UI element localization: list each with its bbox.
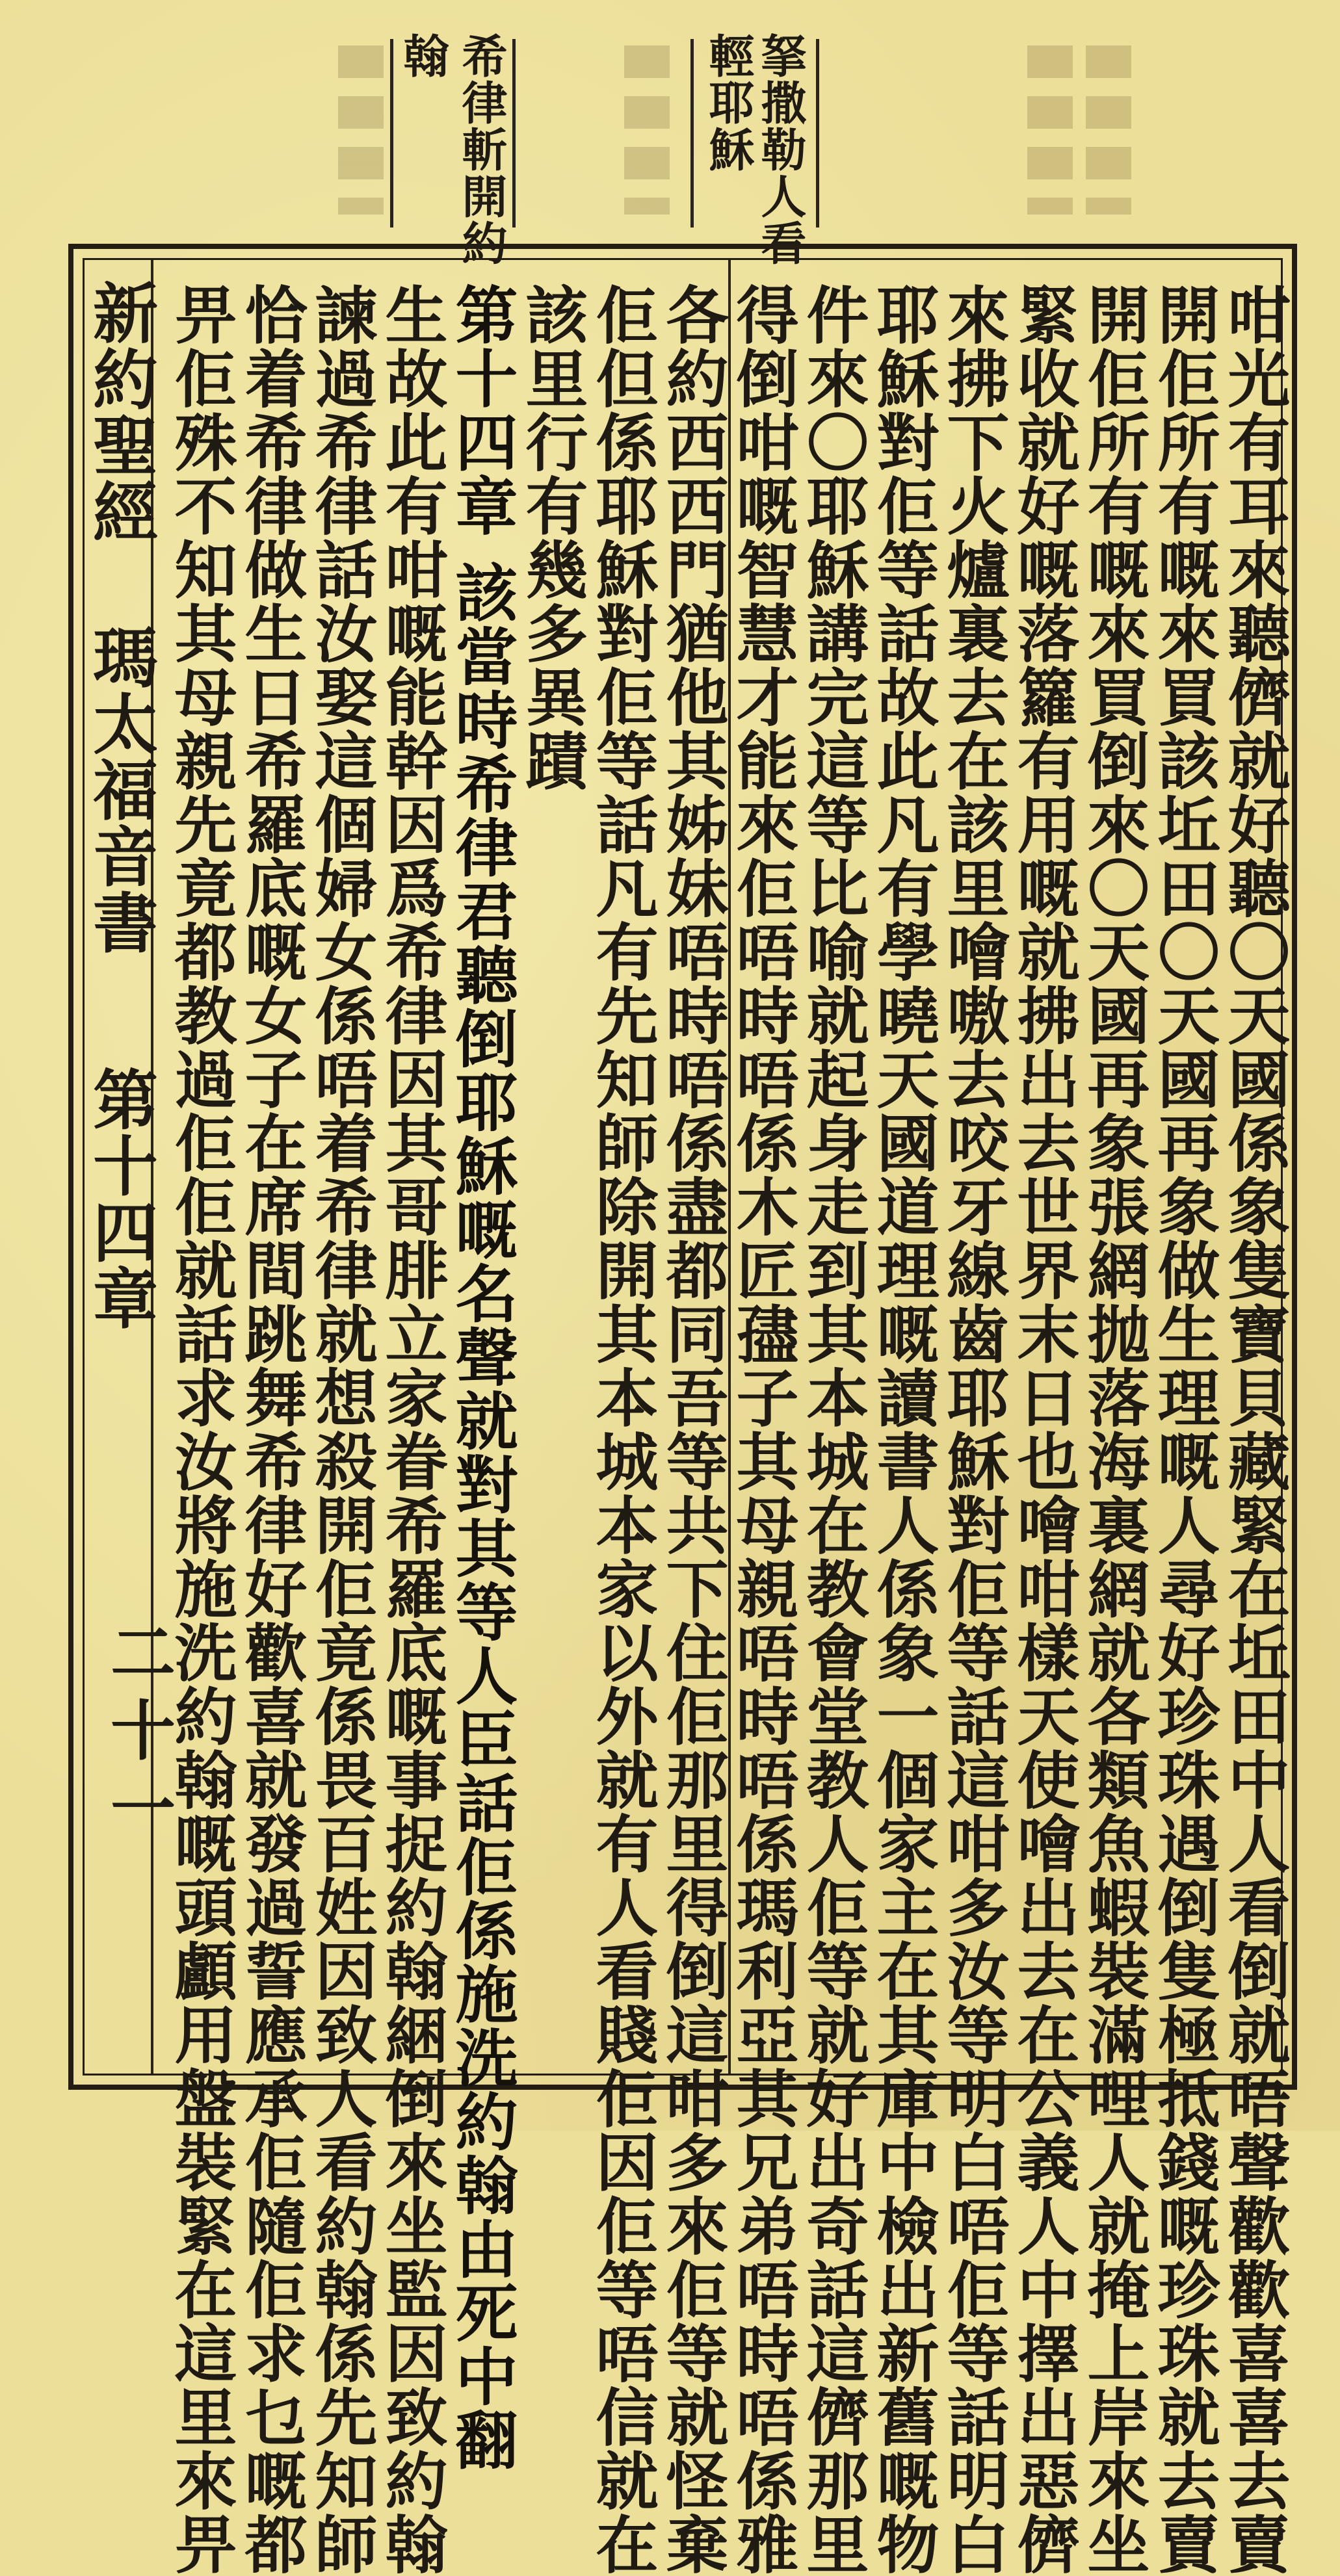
bleed-through-mark	[338, 46, 384, 215]
header-note-left-1: 希律斬開約	[454, 33, 508, 267]
text-column-16: 畀佢殊不知其母親先竟都教過佢佢就話求汝將施洗約翰嘅頭顱用盤裝緊在這里來畀	[164, 283, 238, 2576]
header-rule	[816, 39, 819, 228]
header-rule	[512, 39, 516, 228]
header-note-right-1: 拏撒勒人看	[754, 33, 808, 267]
text-column-2: 開佢所有嘅來買該坵田〇天國再象做生理嘅人尋好珍珠遇倒隻極抵錢嘅珍珠就去賣	[1148, 283, 1221, 2576]
text-column-1: 咁光有耳來聽儕就好聽〇天國係象隻寶貝藏緊在坵田中人看倒就唔聲歡歡喜喜去賣	[1218, 283, 1291, 2576]
header-note-left-2: 翰	[396, 33, 450, 79]
bleed-through-mark	[1027, 46, 1073, 215]
running-title-chapter: 第十四章	[82, 1066, 159, 1331]
text-column-12-chapter-heading: 第十四章 該當時希律君聽倒耶穌嘅名聲就對其等人臣話佢係施洗約翰由死中翻	[445, 283, 519, 2472]
text-column-5: 來拂下火爐裏去在該里噲嗷去咬牙線齒耶穌對佢等話這咁多汝等明白唔佢等話明白	[937, 283, 1010, 2576]
text-column-7: 件來〇耶穌講完這等比喻就起身走到其本城在教會堂教人佢等就好出奇話這儕那里	[796, 283, 870, 2576]
header-rule	[690, 39, 694, 228]
text-column-3: 開佢所有嘅來買倒來〇天國再象張網抛落海裏網就各類魚蝦裝滿哩人就掩上岸來坐	[1077, 283, 1151, 2576]
text-column-8: 得倒咁嘅智慧才能來佢唔時唔係木匠孻子其母親唔時唔係瑪利亞其兄弟唔時唔係雅	[726, 283, 800, 2576]
text-column-13: 生故此有咁嘅能幹因爲希律因其哥腓立家眷希羅底嘅事捉約翰綑倒來坐監因致約翰	[375, 283, 449, 2576]
text-column-10: 佢但係耶穌對佢等話凡有先知師除開其本城本家以外就有人看賤佢因佢等唔信就在	[586, 283, 659, 2576]
text-column-11: 該里行有幾多異蹟	[516, 283, 589, 792]
header-rule	[390, 39, 393, 228]
running-title-gospel: 瑪太福音書	[82, 624, 159, 956]
text-column-15: 恰着希律做生日希羅底嘅女子在席間跳舞希律好歡喜就發過誓應承佢隨佢求乜嘅都	[235, 283, 308, 2576]
text-column-4: 緊收就好嘅落籮有用嘅就拂出去世界末日也噲咁樣天使噲出去在公義人中擇出惡儕	[1007, 283, 1081, 2576]
text-column-9: 各約西西門猶他其姊妹唔時唔係盡都同吾等共下住佢那里得倒這咁多來佢等就怪棄	[656, 283, 729, 2576]
page-number: 二十一	[99, 1619, 176, 1853]
text-column-14: 諫過希律話汝娶這個婦女係唔着希律就想殺開佢竟係畏百姓因致人看約翰係先知師	[305, 283, 378, 2576]
text-column-6: 耶穌對佢等話故此凡有學曉天國道理嘅讀書人係象一個家主在其庫中檢出新舊嘅物	[867, 283, 940, 2576]
bleed-through-mark	[1086, 46, 1131, 215]
header-note-right-2: 輕耶穌	[702, 33, 755, 173]
bleed-through-mark	[624, 46, 670, 215]
running-title-book: 新約聖經	[82, 280, 159, 545]
